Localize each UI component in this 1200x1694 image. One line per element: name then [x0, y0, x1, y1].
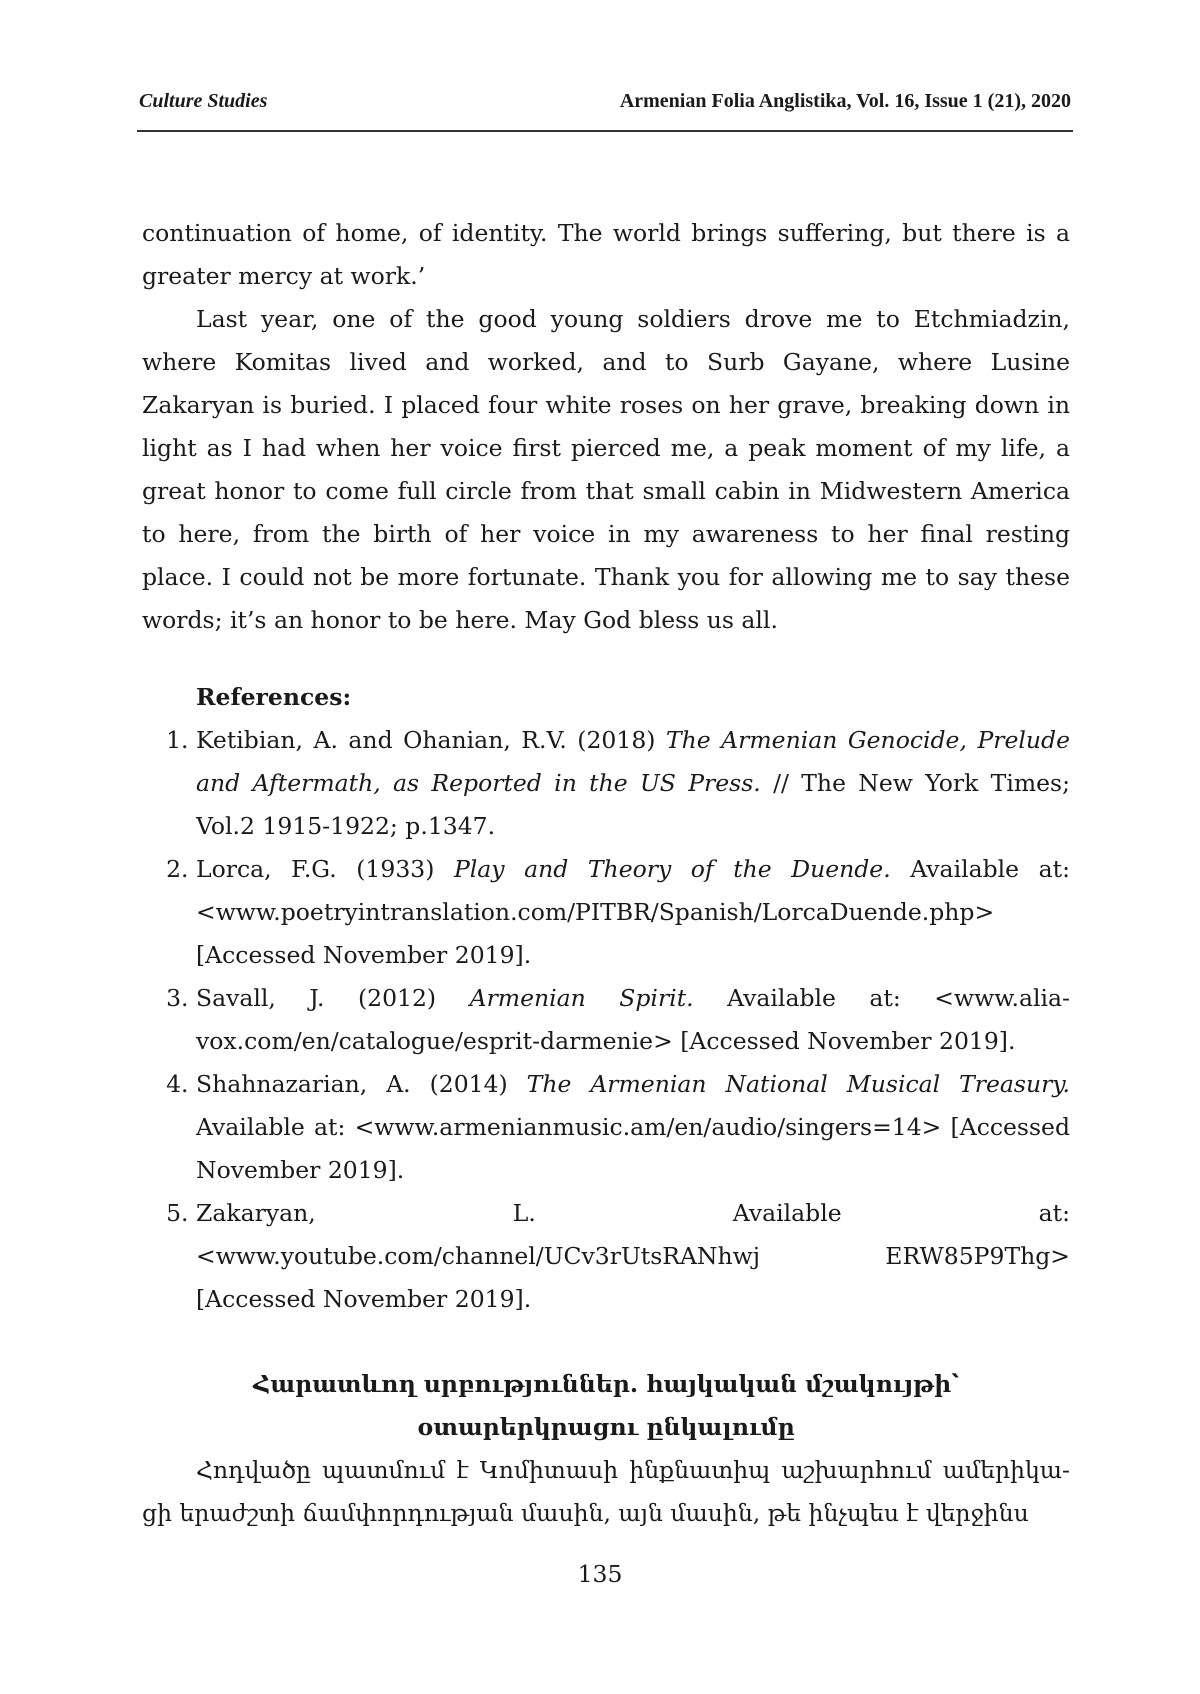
main-text [142, 212, 1070, 1535]
running-header [139, 90, 1071, 113]
reference-item: 2. Lorca, F.G. (1933) Play and Theory of the Duende. Available at: <www.poetryintranslation.com/PITBR/Spanish/LorcaDuende.php> [Accessed November 2019]. [196, 848, 1070, 977]
section-label: Culture Studies [139, 90, 267, 113]
armenian-abstract-title: Հարատևող սրբություններ. հայկական մշակույթի՝ օտարերկրացու ընկալումը [142, 1363, 1070, 1449]
reference-item: 4. Shahnazarian, A. (2014) The Armenian National Musical Treasury. Available at: <www.armenianmusic.am/en/audio/singers=14> [Accessed November 2019]. [196, 1063, 1070, 1192]
paragraph-1: continuation of home, of identity. The world brings suffering, but there is a greater mercy at work.’ [142, 212, 1070, 298]
reference-item: 1. Ketibian, A. and Ohanian, R.V. (2018) The Armenian Genocide, Prelude and Aftermath, as Reported in the US Press. // The New York Times; Vol.2 1915-1922; p.1347. [196, 719, 1070, 848]
reference-item: 3. Savall, J. (2012) Armenian Spirit. Available at: <www.alia-vox.com/en/catalogue/esprit-darmenie> [Accessed November 2019]. [196, 977, 1070, 1063]
reference-item: 5. Zakaryan, L. Available at: <www.youtube.com/channel/UCv3rUtsRANhwj ERW85P9Thg> [Accessed November 2019]. [196, 1192, 1070, 1321]
header-rule [137, 130, 1073, 132]
paragraph-2: Last year, one of the good young soldiers drove me to Etchmiadzin, where Komitas lived and worked, and to Surb Gayane, where Lusine Zakaryan is buried. I placed four white roses on her grave, breaking down in light as I had when her voice first pierced me, a peak moment of my life, a great honor to come full circle from that small cabin in Midwestern America to here, from the birth of her voice in my awareness to her final resting place. I could not be more fortunate. Thank you for allowing me to say these words; it’s an honor to be here. May God bless us all. [142, 298, 1070, 642]
references-list [142, 719, 1070, 1321]
armenian-abstract-text: Հոդվածը պատմում է Կոմիտասի ինքնատիպ աշխարհում ամերիկա-ցի երաժշտի ճամփորդության մասին, այն մասին, թե ինչպես է վերջինս [142, 1449, 1070, 1535]
page-number: 135 [0, 1560, 1200, 1588]
references-heading: References: [196, 676, 1070, 719]
journal-info: Armenian Folia Anglistika, Vol. 16, Issue 1 (21), 2020 [620, 90, 1071, 113]
